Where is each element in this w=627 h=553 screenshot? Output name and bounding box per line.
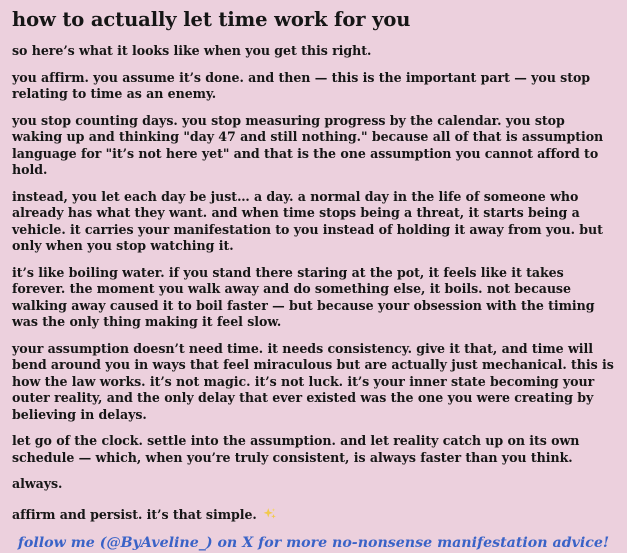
paragraph-each-day: instead, you let each day be just… a day. a normal day in the life of someone who already has what they want. and when time stops being a threat, it starts being a vehicle. it carries your manifestation to you instead of holding it away from you. but only when you stop watching it. — [12, 188, 603, 253]
paragraph-counting-days: you stop counting days. you stop measuring progress by the calendar. you stop waking up and thinking "day 47 and still nothing." because all of that is assumption language for "it’s not here yet" and that is the one assumption you cannot afford to hold. — [12, 112, 604, 177]
paragraph-intro: so here’s what it looks like when you get this right. — [12, 43, 372, 58]
paragraph-affirm: you affirm. you assume it’s done. and then — this is the important part — you stop relating to time as an enemy. — [12, 69, 591, 101]
page-title: how to actually let time work for you — [12, 8, 411, 31]
paragraph-let-go: let go of the clock. settle into the assumption. and let reality catch up on its own schedule — which, when you’re truly consistent, is always faster than you think. — [12, 433, 580, 465]
persist-text: affirm and persist. it’s that simple. — [12, 506, 257, 522]
paragraph-always: always. — [12, 476, 63, 491]
paragraph-persist — [12, 507, 615, 524]
paragraph-boiling-water: it’s like boiling water. if you stand there staring at the pot, it feels like it takes forever. the moment you walk away and do something else, it boils. not because walking away caused it to boil faster — but because your obsession with the timing was the only thing making it feel slow. — [12, 264, 595, 329]
sparkles-icon — [263, 507, 277, 521]
paragraph-consistency: your assumption doesn’t need time. it needs consistency. give it that, and time will bend around you in ways that feel miraculous but are actually just mechanical. this is how the law works. it’s not magic. it’s not luck. it’s your inner state becoming your outer reality, and the only delay that ever existed was the one you were creating by believing in delays. — [12, 340, 614, 422]
follow-footer: follow me (@ByAveline_) on X for more no-nonsense manifestation advice! — [17, 535, 610, 551]
